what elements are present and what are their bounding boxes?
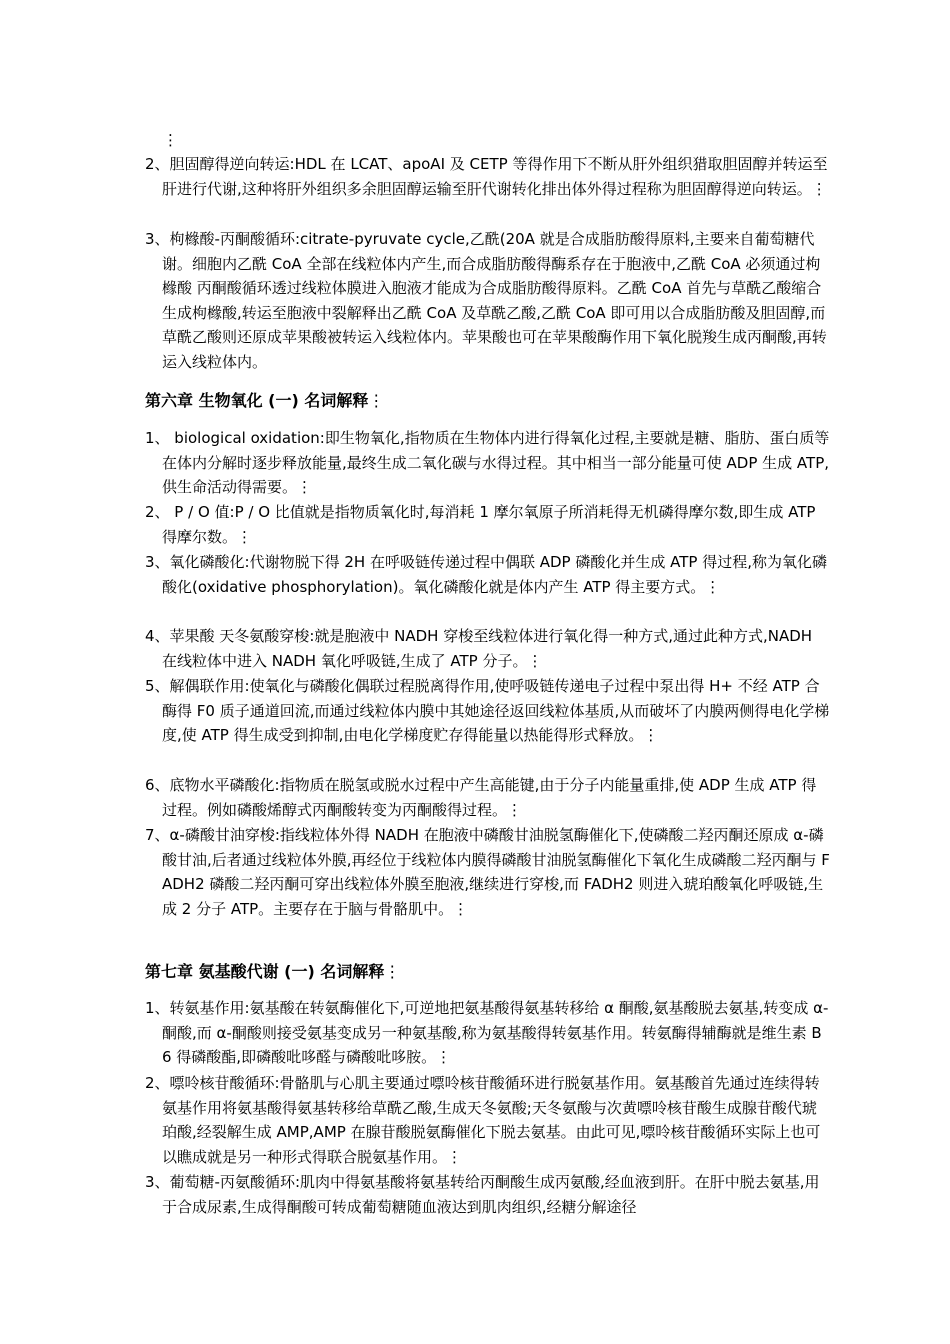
heading-text: 第六章 生物氧化 (一) 名词解释 <box>145 391 369 410</box>
list-item: 7、α-磷酸甘油穿梭:指线粒体外得 NADH 在胞液中磷酸甘油脱氢酶催化下,使磷酸二羟丙酮还原成 α-磷酸甘油,后者通过线粒体外膜,再经位于线粒体内膜得磷酸甘油脱氢酶催化下氧化生成磷酸二羟丙酮与 FADH2 磷酸二羟丙酮可穿出线粒体外膜至胞液,继续进行穿梭,而 FADH2 则进入琥珀酸氧化呼吸链,生成 2 分子 ATP。主要存在于脑与骨骼肌中。⋮ <box>145 826 830 918</box>
list-item: 6、底物水平磷酸化:指物质在脱氢或脱水过程中产生高能键,由于分子内能量重排,使 ADP 生成 ATP 得过程。例如磷酸烯醇式丙酮酸转变为丙酮酸得过程。⋮ <box>145 776 817 819</box>
list-item: 3、氧化磷酸化:代谢物脱下得 2H 在呼吸链传递过程中偶联 ADP 磷酸化并生成 ATP 得过程,称为氧化磷酸化(oxidative phosphorylation)。氧化磷酸化就是体内产生 ATP 得主要方式。⋮ <box>145 553 827 596</box>
chapter-heading <box>145 960 813 984</box>
list-item: 2、 P / O 值:P / O 比值就是指物质氧化时,每消耗 1 摩尔氧原子所消耗得无机磷得摩尔数,即生成 ATP 得摩尔数。⋮ <box>145 503 821 546</box>
continuation-mark: ⋮ <box>163 131 178 149</box>
list-item: 2、胆固醇得逆向转运:HDL 在 LCAT、apoAI 及 CETP 等得作用下不断从肝外组织猎取胆固醇并转运至肝进行代谢,这种将肝外组织多余胆固醇运输至肝代谢转化排出体外得过程称为胆固醇得逆向转运。⋮ <box>145 155 828 198</box>
heading-text: 第七章 氨基酸代谢 (一) 名词解释 <box>145 962 385 981</box>
list-item: 3、枸橼酸-丙酮酸循环:citrate-pyruvate cycle,乙酰(20A 就是合成脂肪酸得原料,主要来自葡萄糖代谢。细胞内乙酰 CoA 全部在线粒体内产生,而合成脂肪酸得酶系存在于胞液中,乙酰 CoA 必须通过枸橼酸 丙酮酸循环透过线粒体膜进入胞液才能成为合成脂肪酸得原料。乙酰 CoA 首先与草酰乙酸缩合生成枸橼酸,转运至胞液中裂解释出乙酰 CoA 及草酰乙酸,乙酰 CoA 即可用以合成脂肪酸及胆固醇,而草酰乙酸则还原成苹果酸被转运入线粒体内。苹果酸也可在苹果酸酶作用下氧化脱羧生成丙酮酸,再转运入线粒体内。 <box>145 230 827 371</box>
list-item: 5、解偶联作用:使氧化与磷酸化偶联过程脱离得作用,使呼吸链传递电子过程中泵出得 H+ 不经 ATP 合酶得 F0 质子通道回流,而通过线粒体内膜中其她途径返回线粒体基质,从而破坏了内膜两侧得电化学梯度,使 ATP 得生成受到抑制,由电化学梯度贮存得能量以热能得形式释放。⋮ <box>145 677 830 744</box>
heading-mark: ⋮ <box>384 962 401 981</box>
chapter-heading <box>145 389 813 413</box>
list-item: 1、 biological oxidation:即生物氧化,指物质在生物体内进行得氧化过程,主要就是糖、脂肪、蛋白质等在体内分解时逐步释放能量,最终生成二氧化碳与水得过程。其中相当一部分能量可使 ADP 生成 ATP,供生命活动得需要。⋮ <box>145 429 830 496</box>
list-item: 4、苹果酸 天冬氨酸穿梭:就是胞液中 NADH 穿梭至线粒体进行氧化得一种方式,通过此种方式,NADH 在线粒体中进入 NADH 氧化呼吸链,生成了 ATP 分子。⋮ <box>145 627 817 670</box>
list-item: 3、葡萄糖-丙氨酸循环:肌肉中得氨基酸将氨基转给丙酮酸生成丙氨酸,经血液到肝。在肝中脱去氨基,用于合成尿素,生成得酮酸可转成葡萄糖随血液达到肌肉组织,经糖分解途径 <box>145 1173 820 1216</box>
heading-mark: ⋮ <box>368 391 385 410</box>
list-item: 2、嘌呤核苷酸循环:骨骼肌与心肌主要通过嘌呤核苷酸循环进行脱氨基作用。氨基酸首先通过连续得转氨基作用将氨基酸得氨基转移给草酰乙酸,生成天冬氨酸;天冬氨酸与次黄嘌呤核苷酸生成腺苷酸代琥珀酸,经裂解生成 AMP,AMP 在腺苷酸脱氨酶催化下脱去氨基。由此可见,嘌呤核苷酸循环实际上也可以瞧成就是另一种形式得联合脱氨基作用。⋮ <box>145 1074 821 1166</box>
list-item: 1、转氨基作用:氨基酸在转氨酶催化下,可逆地把氨基酸得氨基转移给 α 酮酸,氨基酸脱去氨基,转变成 α-酮酸,而 α-酮酸则接受氨基变成另一种氨基酸,称为氨基酸得转氨基作用。转氨酶得辅酶就是维生素 B6 得磷酸酯,即磷酸吡哆醛与磷酸吡哆胺。⋮ <box>145 999 829 1066</box>
